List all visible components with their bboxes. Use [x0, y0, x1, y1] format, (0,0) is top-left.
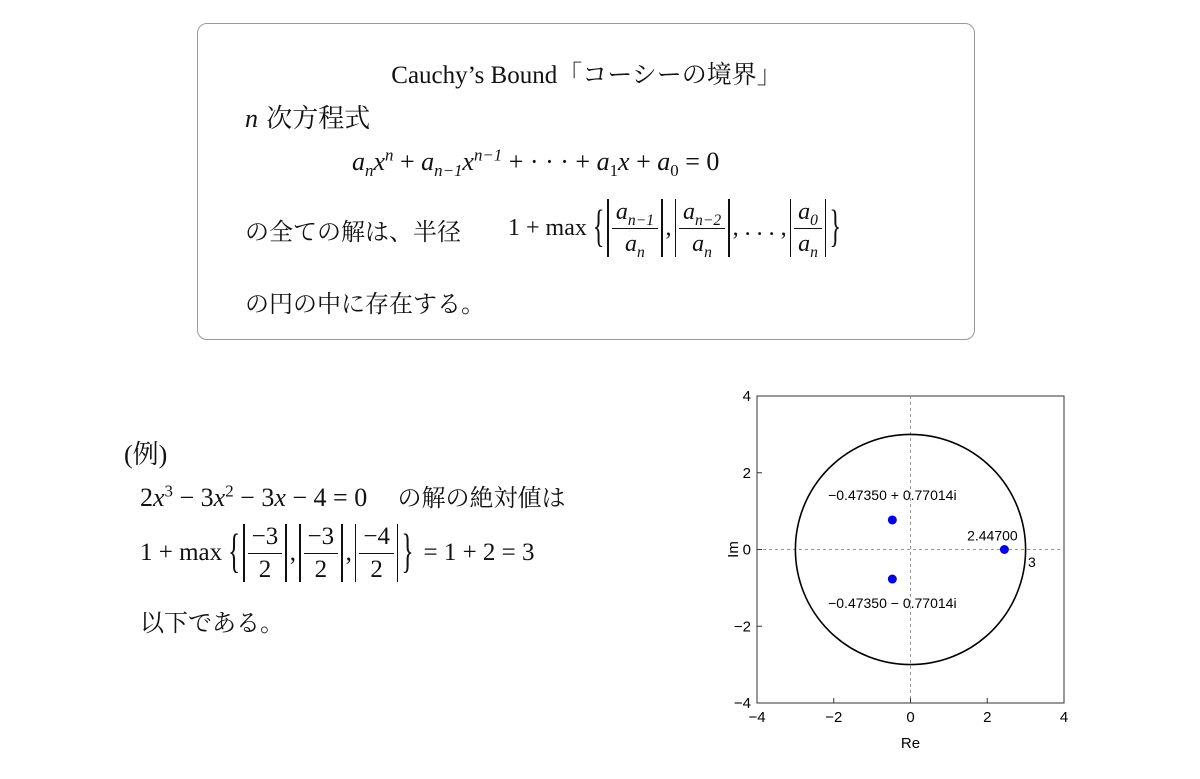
example-equation: $2x^3 - 3x^2 - 3x - 4 = 0$ — [140, 481, 368, 512]
tick-labels — [734, 388, 1068, 726]
example-conclusion: 以下である。 — [140, 609, 284, 637]
root-label: 2.44700 — [967, 527, 1018, 544]
root-point — [888, 515, 897, 524]
y-tick-label: 0 — [742, 541, 751, 559]
x-tick-label: 2 — [983, 709, 992, 726]
root-label: −0.47350 − 0.77014i — [828, 595, 957, 612]
theorem-title: Cauchy’s Bound「コーシーの境界」 — [391, 62, 782, 89]
x-tick-label: −2 — [825, 709, 843, 726]
y-tick-label: 2 — [742, 464, 751, 482]
y-tick-label: −2 — [733, 618, 751, 636]
example-equation-suffix: の解の絶対値は — [397, 484, 566, 512]
root-point — [888, 575, 897, 584]
y-axis-label: Im — [725, 541, 742, 558]
root-point — [1000, 545, 1009, 554]
data-points — [828, 487, 1018, 611]
equation-type-label: 次方程式 — [266, 104, 371, 134]
n-symbol: n — [245, 104, 258, 133]
x-tick-label: 4 — [1059, 709, 1069, 726]
x-tick-label: 0 — [906, 709, 915, 726]
circle-radius-label: 3 — [1028, 554, 1036, 570]
example-label: (例) — [124, 440, 168, 469]
example-bound-formula: 1 + max { $\frac{-3}{2}$ , $\frac{-3}{2}$ , $\frac{-4}{2}$ } = 1 + 2 = 3 — [140, 522, 535, 583]
cauchy-bound-formula: 1 + max { $\frac{a_{n-1}}{a_n}$ , $\frac{a_{n-2}}{a_n}$ , . . . , $\frac{a_0}{a_n}$ } — [508, 198, 841, 261]
y-tick-label: −4 — [733, 695, 751, 712]
root-label: −0.47350 + 0.77014i — [828, 486, 957, 503]
x-tick-label: −4 — [748, 709, 766, 726]
theorem-line3-text: の全ての解は、半径 — [245, 218, 461, 246]
theorem-line4: の円の中に存在する。 — [245, 290, 485, 318]
general-polynomial-equation: $a_nx^n + a_{n-1}x^{n-1}$ + · · · + $a_1x + a_0 = 0$ — [352, 145, 720, 181]
x-axis-label: Re — [900, 735, 921, 752]
y-tick-label: 4 — [742, 388, 751, 405]
example-bound-result: = 1 + 2 = 3 — [423, 539, 535, 566]
